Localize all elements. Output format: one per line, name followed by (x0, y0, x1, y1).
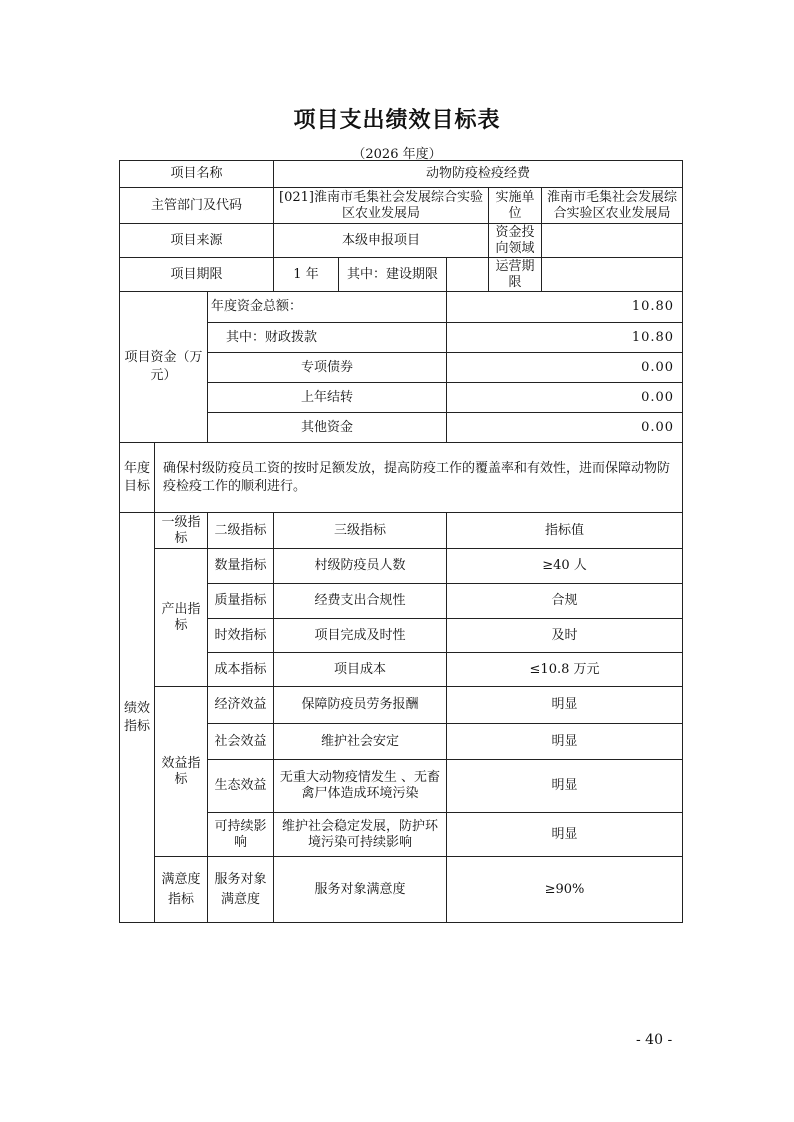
value-cell: ≤10.8 万元 (447, 653, 683, 687)
value-cell: 及时 (447, 619, 683, 653)
value-cell: 合规 (447, 584, 683, 619)
performance-target-table (119, 160, 683, 923)
annual-goal-label: 年度目标 (120, 443, 155, 513)
table-row (120, 687, 683, 724)
impl-unit-label: 实施单位 (489, 188, 542, 224)
level3-cell: 无重大动物疫情发生 、无畜禽尸体造成环境污染 (274, 760, 447, 813)
invest-field-value (542, 224, 683, 258)
value-cell: 明显 (447, 760, 683, 813)
fund-label-bond: 专项债券 (208, 353, 447, 383)
dept-label: 主管部门及代码 (120, 188, 274, 224)
level2-cell: 服务对象满意度 (208, 857, 274, 923)
level3-header: 三级指标 (274, 513, 447, 549)
annual-goal-text: 确保村级防疫员工资的按时足额发放，提高防疫工作的覆盖率和有效性，进而保障动物防疫检疫工作的顺利进行。 (155, 443, 683, 513)
level3-cell: 服务对象满意度 (274, 857, 447, 923)
construction-label: 其中：建设期限 (339, 258, 447, 292)
level2-header: 二级指标 (208, 513, 274, 549)
value-cell: ≥90% (447, 857, 683, 923)
fund-label-other: 其他资金 (208, 413, 447, 443)
funds-label: 项目资金（万元） (120, 292, 208, 443)
year-label: （2026 年度） (352, 147, 442, 162)
project-name-value: 动物防疫检疫经费 (274, 161, 683, 188)
source-value: 本级申报项目 (274, 224, 489, 258)
period-label: 项目期限 (120, 258, 274, 292)
fund-value-other: 0.00 (447, 413, 683, 443)
value-cell: 明显 (447, 813, 683, 857)
value-cell: 明显 (447, 687, 683, 724)
table-row (120, 549, 683, 584)
invest-field-label: 资金投向领域 (489, 224, 542, 258)
fund-value-total: 10.80 (447, 292, 683, 323)
level1-cell: 满意度指标 (155, 857, 208, 923)
perf-indicators-label: 绩效指标 (120, 513, 155, 923)
level3-cell: 维护社会安定 (274, 724, 447, 760)
level2-cell: 成本指标 (208, 653, 274, 687)
operation-value (542, 258, 683, 292)
fund-value-fiscal: 10.80 (447, 323, 683, 353)
source-label: 项目来源 (120, 224, 274, 258)
fund-value-bond: 0.00 (447, 353, 683, 383)
dept-value: [021]淮南市毛集社会发展综合实验区农业发展局 (274, 188, 489, 224)
level3-cell: 项目成本 (274, 653, 447, 687)
construction-value (447, 258, 489, 292)
project-name-label: 项目名称 (120, 161, 274, 188)
value-header: 指标值 (447, 513, 683, 549)
level1-header: 一级指标 (155, 513, 208, 549)
level2-cell: 社会效益 (208, 724, 274, 760)
level2-cell: 时效指标 (208, 619, 274, 653)
level3-cell: 项目完成及时性 (274, 619, 447, 653)
fund-label-total: 年度资金总额： (208, 292, 447, 323)
level2-cell: 数量指标 (208, 549, 274, 584)
level3-cell: 经费支出合规性 (274, 584, 447, 619)
level2-cell: 可持续影响 (208, 813, 274, 857)
value-cell: 明显 (447, 724, 683, 760)
level3-cell: 维护社会稳定发展，防护环境污染可持续影响 (274, 813, 447, 857)
level2-cell: 经济效益 (208, 687, 274, 724)
impl-unit-value: 淮南市毛集社会发展综合实验区农业发展局 (542, 188, 683, 224)
level1-cell: 产出指标 (155, 549, 208, 687)
fund-label-carryover: 上年结转 (208, 383, 447, 413)
page-number: - 40 - (636, 1032, 673, 1048)
fund-label-fiscal: 其中：财政拨款 (208, 323, 447, 353)
period-value: 1 年 (274, 258, 339, 292)
level2-cell: 生态效益 (208, 760, 274, 813)
level3-cell: 村级防疫员人数 (274, 549, 447, 584)
level3-cell: 保障防疫员劳务报酬 (274, 687, 447, 724)
table-row (120, 857, 683, 923)
operation-label: 运营期限 (489, 258, 542, 292)
level2-cell: 质量指标 (208, 584, 274, 619)
page-title: 项目支出绩效目标表 (293, 108, 501, 133)
fund-value-carryover: 0.00 (447, 383, 683, 413)
level1-cell: 效益指标 (155, 687, 208, 857)
value-cell: ≥40 人 (447, 549, 683, 584)
